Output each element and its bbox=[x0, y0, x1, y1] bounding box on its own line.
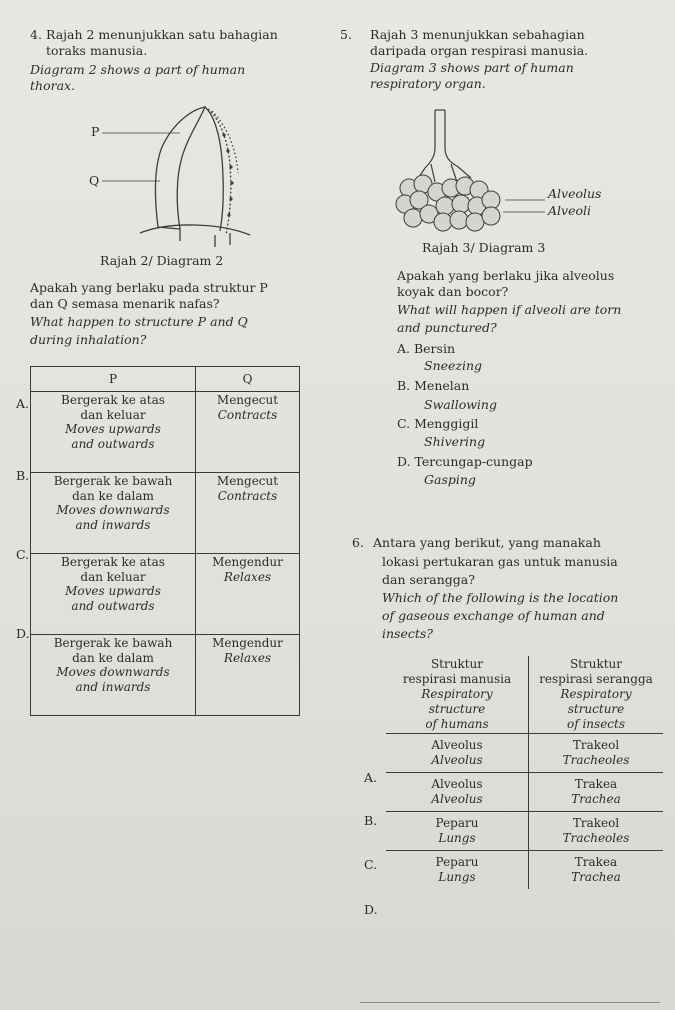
cell-text: Alveolus bbox=[431, 777, 483, 791]
col-header-q: Q bbox=[196, 367, 300, 392]
q4-option-c-label: C. bbox=[16, 547, 30, 562]
cell-text: and outwards bbox=[71, 436, 155, 451]
q6-option-d-label: D. bbox=[364, 902, 378, 917]
diagram3-caption: Rajah 3/ Diagram 3 bbox=[422, 240, 546, 255]
label-q: Q bbox=[89, 173, 100, 188]
q5-stem-malay-2: koyak dan bocor? bbox=[397, 284, 509, 299]
cell-text: Alveolus bbox=[431, 738, 483, 752]
q5-number: 5. bbox=[340, 27, 352, 42]
q5-text-english-1: Diagram 3 shows part of human bbox=[370, 60, 574, 75]
header-text: Respiratory bbox=[560, 687, 632, 701]
q6-text-malay-2: lokasi pertukaran gas untuk manusia bbox=[382, 554, 618, 569]
q4-text-malay-2: toraks manusia. bbox=[46, 43, 148, 58]
cell-text: Moves downwards bbox=[56, 665, 170, 679]
cell-text: Relaxes bbox=[223, 569, 272, 584]
cell-text: dan ke dalam bbox=[72, 650, 154, 665]
alveoli-diagram bbox=[395, 108, 555, 238]
header-text: of insects bbox=[566, 717, 625, 731]
table-row bbox=[31, 635, 300, 716]
cell-text: Contracts bbox=[217, 488, 278, 503]
table-row bbox=[31, 473, 300, 554]
cell-text: Trakeol bbox=[572, 816, 620, 830]
cell-text: Contracts bbox=[217, 407, 278, 422]
q5-stem-english-2: and punctured? bbox=[397, 320, 497, 335]
cell-text: Mengecut bbox=[216, 393, 279, 407]
q5-text-english-2: respiratory organ. bbox=[370, 76, 486, 91]
q6-answer-table bbox=[386, 656, 663, 889]
q6-text-malay-3: dan serangga? bbox=[382, 572, 475, 587]
cell-text: dan keluar bbox=[80, 407, 146, 422]
q6-text-malay-1: Antara yang berikut, yang manakah bbox=[373, 535, 601, 550]
table-row bbox=[31, 554, 300, 635]
cell-text: Mengendur bbox=[212, 555, 283, 569]
q4-text-malay-1: Rajah 2 menunjukkan satu bahagian bbox=[46, 27, 278, 42]
cell-text: Moves upwards bbox=[65, 584, 161, 598]
q5-option-c-english: Shivering bbox=[424, 434, 486, 449]
cell-text: Trakea bbox=[574, 855, 618, 869]
cell-text: Bergerak ke atas bbox=[61, 393, 165, 407]
table-row bbox=[386, 851, 663, 890]
header-text: Struktur bbox=[569, 657, 623, 671]
table-row bbox=[386, 734, 663, 773]
q5-text-malay-2: daripada organ respirasi manusia. bbox=[370, 43, 589, 58]
cell-text: Bergerak ke bawah bbox=[53, 636, 173, 650]
q4-text-english-2: thorax. bbox=[30, 78, 76, 93]
q4-stem-english-1: What happen to structure P and Q bbox=[30, 314, 248, 329]
q6-option-c-label: C. bbox=[364, 857, 378, 872]
header-text: of humans bbox=[425, 717, 489, 731]
cell-text: Lungs bbox=[438, 831, 476, 845]
q6-text-english-3: insects? bbox=[382, 626, 434, 641]
cell-text: dan ke dalam bbox=[72, 488, 154, 503]
col-header-human bbox=[386, 656, 529, 734]
diagram2-caption: Rajah 2/ Diagram 2 bbox=[100, 253, 224, 268]
header-text: Struktur bbox=[430, 657, 484, 671]
cell-text: Alveolus bbox=[431, 753, 483, 767]
header-text: Respiratory bbox=[421, 687, 493, 701]
q5-option-b-english: Swallowing bbox=[424, 397, 497, 412]
q6-text-english-2: of gaseous exchange of human and bbox=[382, 608, 605, 623]
page-divider bbox=[360, 1002, 660, 1003]
cell-text: Mengecut bbox=[216, 474, 279, 488]
cell-text: Trachea bbox=[571, 870, 621, 884]
q6-option-a-label: A. bbox=[364, 770, 378, 785]
cell-text: dan keluar bbox=[80, 569, 146, 584]
cell-text: Bergerak ke atas bbox=[61, 555, 165, 569]
q4-stem-malay-1: Apakah yang berlaku pada struktur P bbox=[30, 280, 268, 295]
header-text: respirasi manusia bbox=[402, 672, 512, 686]
q5-stem-english-1: What will happen if alveoli are torn bbox=[397, 302, 622, 317]
q5-option-a-english: Sneezing bbox=[424, 358, 483, 373]
cell-text: Trachea bbox=[571, 792, 621, 806]
q5-option-d-english: Gasping bbox=[424, 472, 476, 487]
cell-text: Peparu bbox=[435, 816, 479, 830]
q4-option-b-label: B. bbox=[16, 468, 30, 483]
q4-text-english-1: Diagram 2 shows a part of human bbox=[30, 62, 246, 77]
q4-number: 4. bbox=[30, 27, 42, 42]
q4-option-a-label: A. bbox=[16, 396, 30, 411]
q5-option-a: A. Bersin bbox=[397, 341, 455, 356]
table-row bbox=[386, 812, 663, 851]
cell-text: Bergerak ke bawah bbox=[53, 474, 173, 488]
label-p: P bbox=[91, 124, 100, 139]
header-text: structure bbox=[428, 702, 486, 716]
cell-text: Relaxes bbox=[223, 650, 272, 665]
cell-text: Peparu bbox=[435, 855, 479, 869]
table-row bbox=[31, 392, 300, 473]
q5-stem-malay-1: Apakah yang berlaku jika alveolus bbox=[397, 268, 615, 283]
q5-option-c: C. Menggigil bbox=[397, 416, 479, 431]
q4-stem-malay-2: dan Q semasa menarik nafas? bbox=[30, 296, 220, 311]
cell-text: Moves downwards bbox=[56, 503, 170, 517]
cell-text: and inwards bbox=[75, 517, 151, 532]
header-text: structure bbox=[567, 702, 625, 716]
q5-option-d: D. Tercungap-cungap bbox=[397, 454, 533, 469]
q4-answer-table bbox=[30, 366, 300, 716]
q5-text-malay-1: Rajah 3 menunjukkan sebahagian bbox=[370, 27, 585, 42]
cell-text: Moves upwards bbox=[65, 422, 161, 436]
cell-text: Alveolus bbox=[431, 792, 483, 806]
col-header-p: P bbox=[31, 367, 196, 392]
cell-text: Tracheoles bbox=[562, 831, 630, 845]
cell-text: Trakea bbox=[574, 777, 618, 791]
q6-number: 6. bbox=[352, 535, 364, 550]
cell-text: Trakeol bbox=[572, 738, 620, 752]
q6-text-english-1: Which of the following is the location bbox=[382, 590, 619, 605]
cell-text: Lungs bbox=[438, 870, 476, 884]
q4-stem-english-2: during inhalation? bbox=[30, 332, 147, 347]
thorax-diagram bbox=[80, 95, 260, 250]
cell-text: Tracheoles bbox=[562, 753, 630, 767]
q6-option-b-label: B. bbox=[364, 813, 378, 828]
cell-text: and outwards bbox=[71, 598, 155, 613]
cell-text: and inwards bbox=[75, 679, 151, 694]
cell-text: Mengendur bbox=[212, 636, 283, 650]
label-alveoli: Alveoli bbox=[548, 203, 592, 218]
col-header-insect bbox=[529, 656, 664, 734]
header-text: respirasi serangga bbox=[539, 672, 653, 686]
table-row bbox=[386, 773, 663, 812]
q4-option-d-label: D. bbox=[16, 626, 30, 641]
q5-option-b: B. Menelan bbox=[397, 378, 470, 393]
label-alveolus: Alveolus bbox=[548, 186, 602, 201]
